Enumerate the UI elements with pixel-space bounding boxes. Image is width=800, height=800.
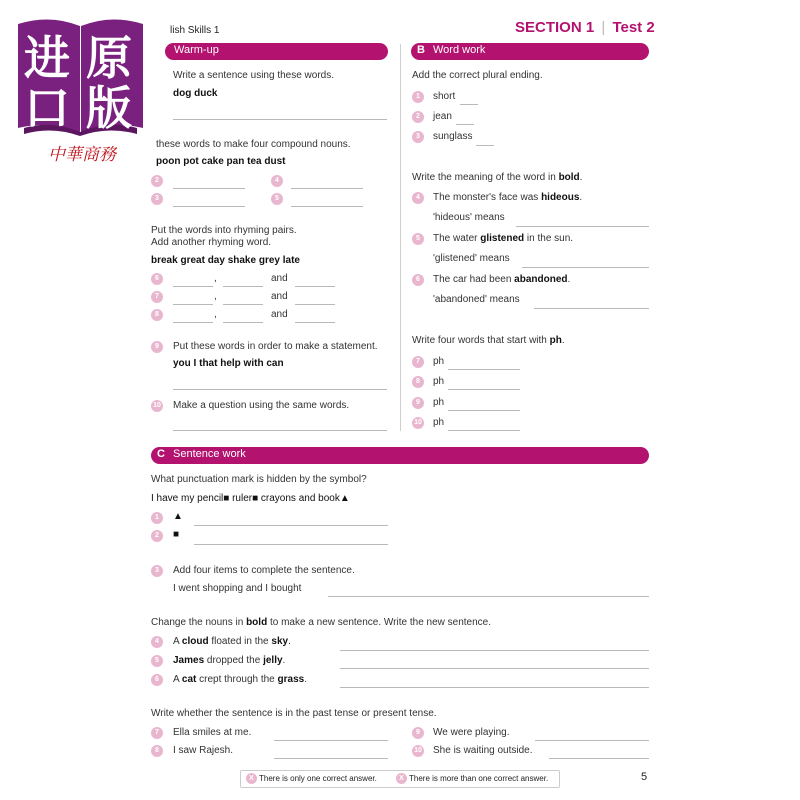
book-title: lish Skills 1 bbox=[170, 25, 220, 36]
c-q5-answer-line[interactable] bbox=[340, 668, 649, 669]
a-q6-comma: , bbox=[214, 273, 217, 284]
c-q4-sentence bbox=[173, 636, 291, 647]
a-q9-words: you I that help with can bbox=[173, 358, 284, 369]
c-q10-number: 10 bbox=[412, 745, 424, 757]
b-meaning-prompt-text: Write the meaning of the word in bbox=[412, 172, 559, 183]
b-q8-ph: ph bbox=[433, 376, 445, 387]
note1-mark-icon: X bbox=[246, 773, 257, 784]
b-q3-word: sunglass bbox=[433, 131, 473, 142]
b-meaning-prompt bbox=[412, 172, 582, 183]
c-q3-number: 3 bbox=[151, 565, 163, 577]
c-q8-answer-line[interactable] bbox=[274, 758, 388, 759]
c-q6-noun-2: grass bbox=[277, 674, 305, 685]
a-q5-number: 5 bbox=[271, 193, 283, 205]
a-q1-words: dog duck bbox=[173, 88, 218, 99]
b-q4-answer-line[interactable] bbox=[516, 226, 649, 227]
logo-char-3: 口 bbox=[24, 81, 70, 135]
a-q6-prompt-1: Put the words into rhyming pairs. bbox=[151, 225, 297, 236]
column-divider bbox=[400, 44, 401, 431]
section-c-title: Sentence work bbox=[173, 448, 246, 460]
b-ph-prompt-text: Write four words that start with bbox=[412, 335, 550, 346]
a-q7-line-1[interactable] bbox=[173, 304, 213, 305]
a-q9-answer-line[interactable] bbox=[173, 389, 387, 390]
a-q6-prompt-2: Add another rhyming word. bbox=[151, 237, 272, 248]
a-q2-prompt: these words to make four compound nouns. bbox=[156, 139, 351, 150]
c-q8-sentence: I saw Rajesh. bbox=[173, 745, 234, 756]
b-q1-number: 1 bbox=[412, 91, 424, 103]
c-q5-noun-1: James bbox=[173, 655, 205, 666]
section-c-letter: C bbox=[157, 448, 165, 460]
section-b-title: Word work bbox=[433, 44, 486, 56]
a-q1-prompt: Write a sentence using these words. bbox=[173, 70, 335, 81]
a-q8-and: and bbox=[271, 309, 288, 320]
b-q1-word: short bbox=[433, 91, 456, 102]
c-tense-prompt: Write whether the sentence is in the past tense or present tense. bbox=[151, 708, 437, 719]
test-label: Test 2 bbox=[612, 19, 655, 36]
b-q3-number: 3 bbox=[412, 131, 424, 143]
section-b-bar bbox=[411, 43, 649, 60]
a-q8-line-1[interactable] bbox=[173, 322, 213, 323]
b-plural-prompt: Add the correct plural ending. bbox=[412, 70, 543, 81]
logo-char-4: 版 bbox=[86, 81, 132, 135]
b-q7-number: 7 bbox=[412, 356, 424, 368]
a-q6-number: 6 bbox=[151, 273, 163, 285]
a-q5-answer-line[interactable] bbox=[291, 206, 363, 207]
section-label: SECTION 1 bbox=[515, 19, 595, 36]
a-q6-line-2[interactable] bbox=[223, 286, 263, 287]
b-q9-answer-line[interactable] bbox=[448, 410, 520, 411]
a-q6-words: break great day shake grey late bbox=[151, 255, 300, 266]
c-q1-answer-line[interactable] bbox=[194, 525, 388, 526]
b-q9-number: 9 bbox=[412, 397, 424, 409]
publisher-logo bbox=[14, 16, 147, 166]
c-q10-sentence: She is waiting outside. bbox=[433, 745, 533, 756]
c-q4-c: floated in the bbox=[208, 636, 272, 647]
c-q7-answer-line[interactable] bbox=[274, 740, 388, 741]
b-q3-answer-line[interactable] bbox=[476, 145, 494, 146]
c-nouns-prompt-text: Change the nouns in bbox=[151, 617, 247, 628]
b-q6-number: 6 bbox=[412, 274, 424, 286]
b-q4-text: The monster's face was bbox=[433, 192, 542, 203]
b-meaning-prompt-end: . bbox=[579, 172, 583, 183]
c-q9-answer-line[interactable] bbox=[535, 740, 649, 741]
c-q3-answer-line[interactable] bbox=[328, 596, 649, 597]
c-q2-square-symbol: ■ bbox=[173, 529, 180, 540]
b-q7-answer-line[interactable] bbox=[448, 369, 520, 370]
c-q9-number: 9 bbox=[412, 727, 424, 739]
a-q7-comma: , bbox=[214, 291, 217, 302]
a-q10-prompt: Make a question using the same words. bbox=[173, 400, 350, 411]
a-q8-comma: , bbox=[214, 309, 217, 320]
c-q6-noun-1: cat bbox=[181, 674, 197, 685]
b-q10-number: 10 bbox=[412, 417, 424, 429]
a-q7-line-3[interactable] bbox=[295, 304, 335, 305]
a-q8-line-2[interactable] bbox=[223, 322, 263, 323]
c-q7-number: 7 bbox=[151, 727, 163, 739]
c-q6-a: A bbox=[173, 674, 182, 685]
a-q6-line-3[interactable] bbox=[295, 286, 335, 287]
a-q9-number: 9 bbox=[151, 341, 163, 353]
c-q5-c: dropped the bbox=[204, 655, 264, 666]
note2-mark-icon: X bbox=[396, 773, 407, 784]
a-q8-line-3[interactable] bbox=[295, 322, 335, 323]
b-q5-end: in the sun. bbox=[524, 233, 574, 244]
b-q6-text: The car had been bbox=[433, 274, 515, 285]
c-q4-noun-2: sky bbox=[271, 636, 289, 647]
b-q5-sentence bbox=[433, 233, 573, 244]
b-q5-text: The water bbox=[433, 233, 481, 244]
logo-char-2: 原 bbox=[86, 31, 132, 85]
c-q3-prompt: Add four items to complete the sentence. bbox=[173, 565, 355, 576]
heading-separator: | bbox=[601, 19, 606, 36]
b-q4-means: 'hideous' means bbox=[433, 212, 505, 223]
answer-key-legend bbox=[240, 770, 560, 788]
b-q5-means: 'glistened' means bbox=[433, 253, 510, 264]
b-q6-sentence bbox=[433, 274, 570, 285]
a-q2-words: poon pot cake pan tea dust bbox=[156, 156, 286, 167]
b-q10-answer-line[interactable] bbox=[448, 430, 520, 431]
a-q4-answer-line[interactable] bbox=[291, 188, 363, 189]
a-q4-number: 4 bbox=[271, 175, 283, 187]
note2-text: There is more than one correct answer. bbox=[409, 774, 549, 783]
page-number: 5 bbox=[641, 771, 648, 783]
section-c-bar bbox=[151, 447, 649, 464]
b-q8-answer-line[interactable] bbox=[448, 389, 520, 390]
b-q6-means: 'abandoned' means bbox=[433, 294, 520, 305]
section-b-letter: B bbox=[417, 44, 425, 56]
logo-publisher-name: 中華商務 bbox=[48, 145, 116, 165]
c-q3-sentence: I went shopping and I bought bbox=[173, 583, 302, 594]
a-q3-number: 3 bbox=[151, 193, 163, 205]
c-q2-answer-line[interactable] bbox=[194, 544, 388, 545]
b-q2-answer-line[interactable] bbox=[456, 124, 474, 125]
c-q4-answer-line[interactable] bbox=[340, 650, 649, 651]
b-q4-sentence bbox=[433, 192, 582, 203]
b-q5-number: 5 bbox=[412, 233, 424, 245]
c-q8-number: 8 bbox=[151, 745, 163, 757]
c-q4-end: . bbox=[288, 636, 291, 647]
a-q7-number: 7 bbox=[151, 291, 163, 303]
c-q6-end: . bbox=[304, 674, 307, 685]
c-q4-a: A bbox=[173, 636, 182, 647]
b-q4-bold-word: hideous bbox=[541, 192, 580, 203]
b-q9-ph: ph bbox=[433, 397, 445, 408]
c-q5-noun-2: jelly bbox=[263, 655, 283, 666]
a-q7-line-2[interactable] bbox=[223, 304, 263, 305]
b-q7-ph: ph bbox=[433, 356, 445, 367]
a-q9-prompt: Put these words in order to make a statement. bbox=[173, 341, 378, 352]
c-nouns-prompt bbox=[151, 617, 491, 628]
a-q2-number: 2 bbox=[151, 175, 163, 187]
c-q4-number: 4 bbox=[151, 636, 163, 648]
b-q6-bold-word: abandoned bbox=[514, 274, 568, 285]
b-q1-answer-line[interactable] bbox=[460, 104, 478, 105]
c-q1-triangle-symbol: ▲ bbox=[173, 511, 183, 522]
section-a-title: Warm-up bbox=[174, 44, 219, 56]
b-q5-bold-word: glistened bbox=[480, 233, 525, 244]
c-q4-noun-1: cloud bbox=[181, 636, 209, 647]
a-q6-and: and bbox=[271, 273, 288, 284]
c-q6-sentence bbox=[173, 674, 307, 685]
b-ph-prompt-bold: ph bbox=[549, 335, 562, 346]
c-q6-c: crept through the bbox=[196, 674, 278, 685]
c-q5-end: . bbox=[282, 655, 286, 666]
c-nouns-prompt-bold: bold bbox=[246, 617, 268, 628]
c-q6-number: 6 bbox=[151, 674, 163, 686]
c-nouns-prompt-end: to make a new sentence. Write the new sentence. bbox=[267, 617, 492, 628]
c-q10-answer-line[interactable] bbox=[549, 758, 649, 759]
a-q3-answer-line[interactable] bbox=[173, 206, 245, 207]
a-q10-answer-line[interactable] bbox=[173, 430, 387, 431]
b-ph-prompt-end: . bbox=[561, 335, 565, 346]
b-q10-ph: ph bbox=[433, 417, 445, 428]
b-q2-number: 2 bbox=[412, 111, 424, 123]
a-q2-answer-line[interactable] bbox=[173, 188, 245, 189]
c-q5-number: 5 bbox=[151, 655, 163, 667]
a-q6-line-1[interactable] bbox=[173, 286, 213, 287]
c-q1-number: 1 bbox=[151, 512, 163, 524]
c-punct-prompt: What punctuation mark is hidden by the symbol? bbox=[151, 474, 367, 485]
logo-char-1: 进 bbox=[24, 31, 70, 85]
c-q2-number: 2 bbox=[151, 530, 163, 542]
b-q8-number: 8 bbox=[412, 376, 424, 388]
c-q6-answer-line[interactable] bbox=[340, 687, 649, 688]
b-q4-end: . bbox=[579, 192, 583, 203]
c-q5-sentence bbox=[173, 655, 285, 666]
a-q1-answer-line[interactable] bbox=[173, 119, 387, 120]
c-punct-sentence: I have my pencil■ ruler■ crayons and book▲ bbox=[151, 493, 350, 504]
section-heading bbox=[515, 19, 655, 36]
c-q7-sentence: Ella smiles at me. bbox=[173, 727, 252, 738]
b-q6-answer-line[interactable] bbox=[534, 308, 649, 309]
b-q4-number: 4 bbox=[412, 192, 424, 204]
section-a-bar bbox=[165, 43, 388, 60]
a-q8-number: 8 bbox=[151, 309, 163, 321]
a-q7-and: and bbox=[271, 291, 288, 302]
b-ph-prompt bbox=[412, 335, 565, 346]
b-q2-word: jean bbox=[433, 111, 452, 122]
b-meaning-prompt-bold: bold bbox=[558, 172, 580, 183]
b-q5-answer-line[interactable] bbox=[522, 267, 649, 268]
a-q10-number: 10 bbox=[151, 400, 163, 412]
c-q9-sentence: We were playing. bbox=[433, 727, 510, 738]
note1-text: There is only one correct answer. bbox=[259, 774, 377, 783]
b-q6-end: . bbox=[567, 274, 571, 285]
